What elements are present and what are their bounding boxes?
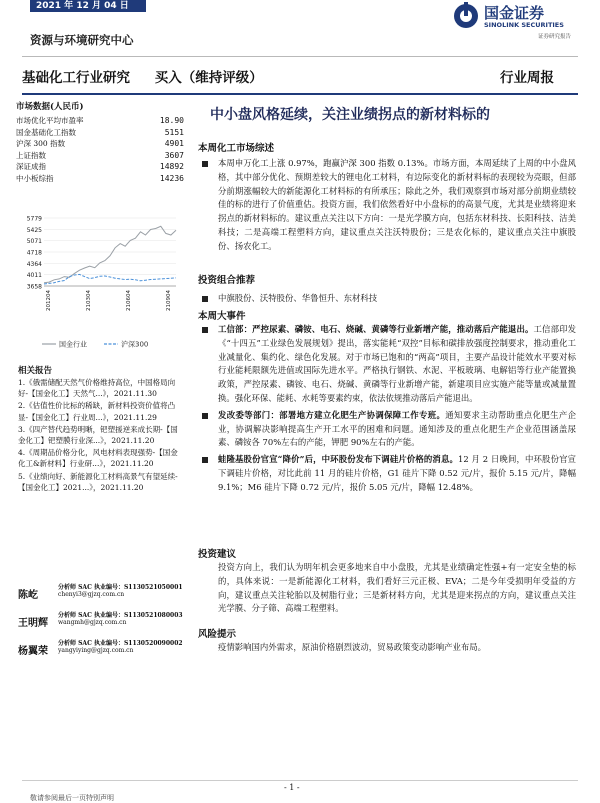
market-data-label: 国金基础化工指数 (16, 127, 76, 137)
event-text: 工信部印发《“十四五”工业绿色发展规划》提出，落实能耗“双控”目标和碳排放强度控制要求，推动重化工业减量化、集约化、绿色化发展。对于市场已饱和的“两高”项目，主要产品设计能效水平要对标行业能耗限额先进值或国际先进水平。严格执行钢铁、水泥、平板玻璃、电解铝等行业产能置换政策，严控尿素、磷铵、电石、烧碱、黄磷等行业新增产能，新建项目应实施产能等量或减量置换。强化环保、能耗、水耗等要素约束，依法依规推动落后产能退出。 (218, 324, 577, 403)
analyst-name: 杨翼荣 (18, 646, 48, 657)
portfolio-item (198, 292, 576, 306)
portfolio-heading: 投资组合推荐 (198, 275, 256, 286)
report-date: 2021 年 12 月 04 日 (30, 0, 146, 12)
review-paragraph (198, 157, 576, 254)
event-item (198, 323, 576, 406)
market-data-value: 14892 (159, 162, 184, 171)
y-tick-label: 5071 (26, 238, 42, 246)
event-headline: 蛙隆基股份官宣“降价”后，中环股份发布下调硅片价格的消息。 (218, 454, 458, 465)
analyst-email[interactable]: yangyiying@gjzq.com.cn (58, 647, 134, 654)
x-tick-label: 210604 (126, 290, 132, 311)
risk-paragraph: 疫情影响国内外需求，原油价格剧烈波动，贸易政策变动影响产业布局。 (218, 642, 486, 652)
market-data-row (16, 138, 186, 150)
related-report-item[interactable]: 2.《估值性价比标的稀缺，新材料投资价值将凸显-【国金化工】行业周...》，2021.11.29 (18, 401, 176, 422)
logo-text-cn: 国金证券 (484, 4, 545, 22)
market-data-label: 上证指数 (16, 150, 46, 160)
company-logo (452, 2, 592, 42)
market-data-row (16, 115, 186, 127)
market-data-label: 沪深 300 指数 (16, 139, 66, 148)
related-report-item[interactable]: 5.《业绩向好、新能源化工材料高景气有望延续-【国金化工】2021...》，2021.11.20 (18, 471, 178, 492)
main-title: 中小盘风格延续，关注业绩拐点的新材料标的 (210, 107, 490, 123)
analyst-name: 陈屹 (18, 590, 38, 601)
analyst-license: 分析师 SAC 执业编号：S1130521050001 (58, 584, 183, 591)
advice-paragraph: 投资方向上，我们认为明年机会更多地来自中小盘股，尤其是业绩确定性强+有一定安全垫的标的，具体来说：一是新能源化工材料，我们看好三元正极、EVA；二是今年受损明年受益的方向，建议重点关注轮胎以及树脂行业；三是新材料方向，尤其是迎来拐点的方向，建议重点关注光学膜、分子筛、高端工程塑料。 (218, 562, 576, 614)
header-divider (22, 93, 578, 95)
review-text: 本周申万化工上涨 0.97%，跑赢沪深 300 指数 0.13%。市场方面，本周延续了上周的中小盘风格，其中部分优化、预期差较大的锂电化工材料，有边际变化的新材料标的表现较为亮眼，但部分前期涨幅较大的新能源化工材料标的有所承压；除此之外，我们观察到市场对部分前期业绩较佳的标的进行了价值重估。投资方面，我们依然看好中小盘标的的高景气度，尤其是业绩将迎来拐点的新材料标的。建议重点关注以下方向：一是光学膜方向，包括东材科技、长阳科技、洁美科技；二是高端工程塑料方向，建议重点关注沃特股份；三是农化标的，建议重点关注中旗股份、扬农化工。 (218, 158, 576, 251)
analyst-name: 王明辉 (18, 618, 48, 629)
report-header (22, 66, 283, 86)
series-line-industry (44, 226, 176, 282)
legend-label: 沪深300 (121, 340, 149, 349)
page-number: - 1 - (284, 783, 300, 792)
advice-heading: 投资建议 (198, 549, 237, 560)
y-tick-label: 4718 (26, 249, 42, 257)
market-data-row (16, 161, 186, 173)
y-tick-label: 4011 (26, 272, 42, 280)
y-tick-label: 3658 (26, 283, 42, 291)
related-report-item[interactable]: 4.《周期品价格分化，风电材料表现强势-【国金化工&新材料】行业研...》，2021.11.20 (18, 448, 178, 469)
related-reports-title: 相关报告 (18, 366, 53, 376)
y-tick-label: 5779 (26, 215, 42, 223)
market-data-value: 5151 (164, 127, 184, 137)
analyst-email[interactable]: chenyi3@gjzq.com.cn (58, 591, 125, 598)
analyst-email[interactable]: wangmh@gjzq.com.cn (58, 619, 127, 626)
market-data-value: 14236 (159, 173, 184, 183)
event-item (198, 453, 576, 494)
event-headline: 工信部：严控尿素、磷铵、电石、烧碱、黄磷等行业新增产能，推动落后产能退出。 (218, 324, 534, 334)
market-data-label: 市场优化平均市盈率 (16, 116, 84, 125)
report-type: 行业周报 (500, 70, 554, 86)
market-data-row (16, 127, 186, 139)
event-headline: 发改委等部门：部署地方建立化肥生产协调保障工作专班。 (218, 409, 446, 420)
review-heading: 本周化工市场综述 (198, 143, 275, 154)
divider (22, 56, 578, 57)
market-data-label: 深证成指 (16, 162, 46, 171)
rating: 买入（维持评级） (154, 70, 263, 86)
market-data-value: 4901 (164, 139, 184, 148)
x-tick-label: 201204 (46, 290, 52, 311)
index-chart (16, 210, 186, 360)
analyst-license: 分析师 SAC 执业编号：S1130521080003 (58, 612, 183, 619)
research-center: 资源与环境研究中心 (30, 33, 134, 47)
series-line-hs300 (44, 274, 176, 284)
y-tick-label: 4364 (26, 260, 42, 268)
disclaimer-note: 敬请参阅最后一页特别声明 (30, 794, 114, 802)
logo-subtitle: 证券研究报告 (538, 34, 572, 40)
event-item (198, 409, 576, 450)
logo-text-en: SINOLINK SECURITIES (484, 21, 564, 29)
market-data-value: 18.90 (159, 116, 184, 125)
market-data-row (16, 150, 186, 162)
x-tick-label: 210304 (86, 290, 92, 311)
event-text: 通知要求主动帮助重点化肥生产企业，协调解决影响提高生产开工水平的困难和问题。通知涉及的重点化肥生产企业范围涵盖尿素、磷铵各 70%左右的产能，钾肥 90%左右的产能。 (218, 409, 577, 448)
x-tick-label: 210904 (166, 290, 172, 311)
market-data-value: 3607 (164, 150, 184, 160)
industry-title: 基础化工行业研究 (22, 70, 130, 86)
market-data-label: 中小板综指 (16, 173, 54, 183)
market-data-title: 市场数据(人民币) (16, 102, 84, 112)
related-report-item[interactable]: 1.《俄需储配天然气价格维持高位，中国格局向好-【国金化工】天然气...》，2021.11.30 (18, 378, 176, 399)
risk-heading: 风险提示 (198, 629, 237, 640)
events-heading: 本周大事件 (198, 311, 246, 322)
portfolio-text: 中旗股份、沃特股份、华鲁恒升、东材科技 (218, 293, 378, 303)
related-reports-list (18, 377, 184, 494)
legend-label: 国金行业 (59, 340, 87, 349)
event-text: 12 月 2 日晚间，中环股份官宣下调硅片价格，对比此前 11 月的硅片价格，G1 硅片下降 0.52 元/片，报价 5.15 元/片，降幅 9.1%；M6 硅片下降 0.72 元/片，报价 5.05 元/片，降幅 12.48%。 (218, 454, 576, 492)
market-data-row (16, 173, 186, 185)
sinolink-logo-icon (452, 2, 480, 30)
footer-divider (22, 780, 578, 781)
related-report-item[interactable]: 3.《四产替代趋势明晰，钯塑援逆来成长期-【国金化工】钯塑膜行业深...》，2021.11.20 (18, 424, 178, 446)
y-tick-label: 5425 (26, 226, 42, 234)
analyst-license: 分析师 SAC 执业编号：S1130520090002 (58, 640, 183, 647)
market-data-panel (16, 100, 186, 184)
